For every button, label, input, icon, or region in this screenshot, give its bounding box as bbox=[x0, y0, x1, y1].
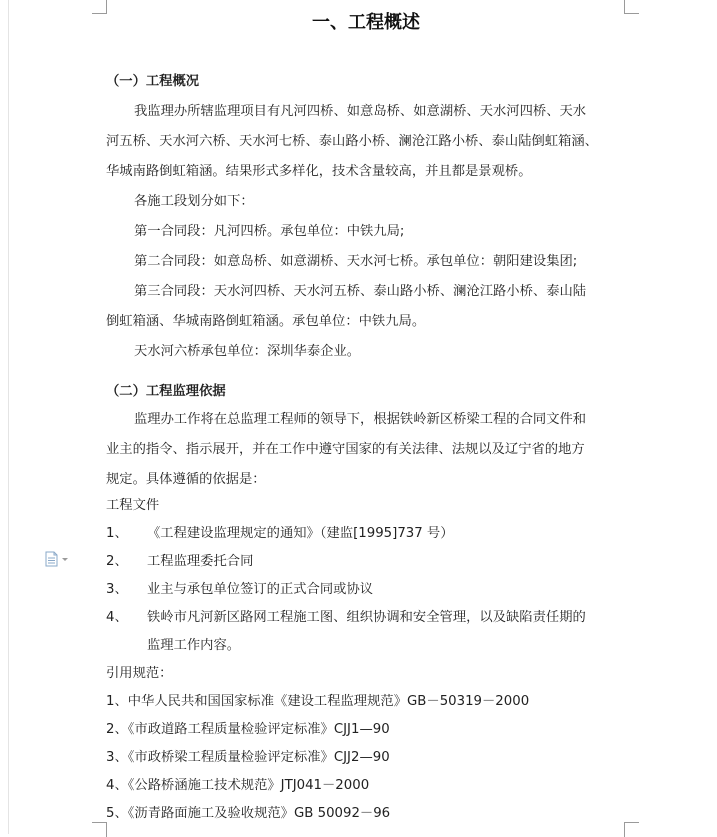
file-item-4-cont: 监理工作内容。 bbox=[147, 638, 241, 653]
section2-p1-line2: 业主的指令、指示展开，并在工作中遵守国家的有关法律、法规以及辽宁省的地方 bbox=[106, 442, 585, 457]
crop-mark-top-right bbox=[624, 0, 639, 14]
section1-p1-line2: 河五桥、天水河六桥、天水河七桥、泰山路小桥、澜沧江路小桥、泰山陆倒虹箱涵、 bbox=[106, 134, 598, 149]
spec-item-2: 2、《市政道路工程质量检验评定标准》CJJ1—90 bbox=[106, 722, 390, 737]
document-icon[interactable] bbox=[44, 551, 70, 567]
section2-p1-line1: 监理办工作将在总监理工程师的领导下，根据铁岭新区桥梁工程的合同文件和 bbox=[134, 412, 587, 427]
section1-p2: 各施工段划分如下： bbox=[134, 194, 254, 209]
crop-mark-bottom-right bbox=[624, 822, 639, 837]
section1-p1-line3: 华城南路倒虹箱涵。结果形式多样化，技术含量较高，并且都是景观桥。 bbox=[106, 164, 532, 179]
spec-item-3: 3、《市政桥梁工程质量检验评定标准》CJJ2—90 bbox=[106, 750, 390, 765]
spec-item-4: 4、《公路桥涵施工技术规范》JTJ041－2000 bbox=[106, 778, 370, 793]
files-label: 工程文件 bbox=[106, 498, 160, 513]
file-item-2: 工程监理委托合同 bbox=[147, 554, 254, 569]
file-num-4: 4、 bbox=[106, 610, 128, 625]
left-margin-line bbox=[8, 0, 9, 834]
section1-p3: 第一合同段：凡河四桥。承包单位：中铁九局; bbox=[134, 224, 405, 239]
crop-mark-top-left bbox=[92, 0, 107, 14]
section1-p1-line1: 我监理办所辖监理项目有凡河四桥、如意岛桥、如意湖桥、天水河四桥、天水 bbox=[134, 104, 587, 119]
page-title: 一、工程概述 bbox=[312, 12, 420, 33]
file-item-3: 业主与承包单位签订的正式合同或协议 bbox=[147, 582, 374, 597]
specs-label: 引用规范： bbox=[106, 666, 173, 681]
file-num-3: 3、 bbox=[106, 582, 128, 597]
file-item-4: 铁岭市凡河新区路网工程施工图、组织协调和安全管理，以及缺陷责任期的 bbox=[147, 610, 586, 625]
section1-p5-line1: 第三合同段：天水河四桥、天水河五桥、泰山路小桥、澜沧江路小桥、泰山陆 bbox=[134, 284, 587, 299]
section2-heading: （二）工程监理依据 bbox=[106, 384, 226, 399]
file-item-1: 《工程建设监理规定的通知》（建监[1995]737 号） bbox=[147, 526, 454, 541]
crop-mark-bottom-left bbox=[92, 822, 107, 837]
section1-p6: 天水河六桥承包单位：深圳华泰企业。 bbox=[134, 344, 361, 359]
section1-heading: （一）工程概况 bbox=[106, 74, 200, 89]
spec-item-5: 5、《沥青路面施工及验收规范》GB 50092－96 bbox=[106, 806, 391, 821]
file-num-2: 2、 bbox=[106, 554, 128, 569]
spec-item-1: 1、中华人民共和国国家标准《建设工程监理规范》GB－50319－2000 bbox=[106, 694, 530, 709]
file-num-1: 1、 bbox=[106, 526, 128, 541]
section2-p1-line3: 规定。具体遵循的依据是： bbox=[106, 472, 266, 487]
section1-p5-line2: 倒虹箱涵、华城南路倒虹箱涵。承包单位：中铁九局。 bbox=[106, 314, 426, 329]
section1-p4: 第二合同段：如意岛桥、如意湖桥、天水河七桥。承包单位：朝阳建设集团; bbox=[134, 254, 578, 269]
